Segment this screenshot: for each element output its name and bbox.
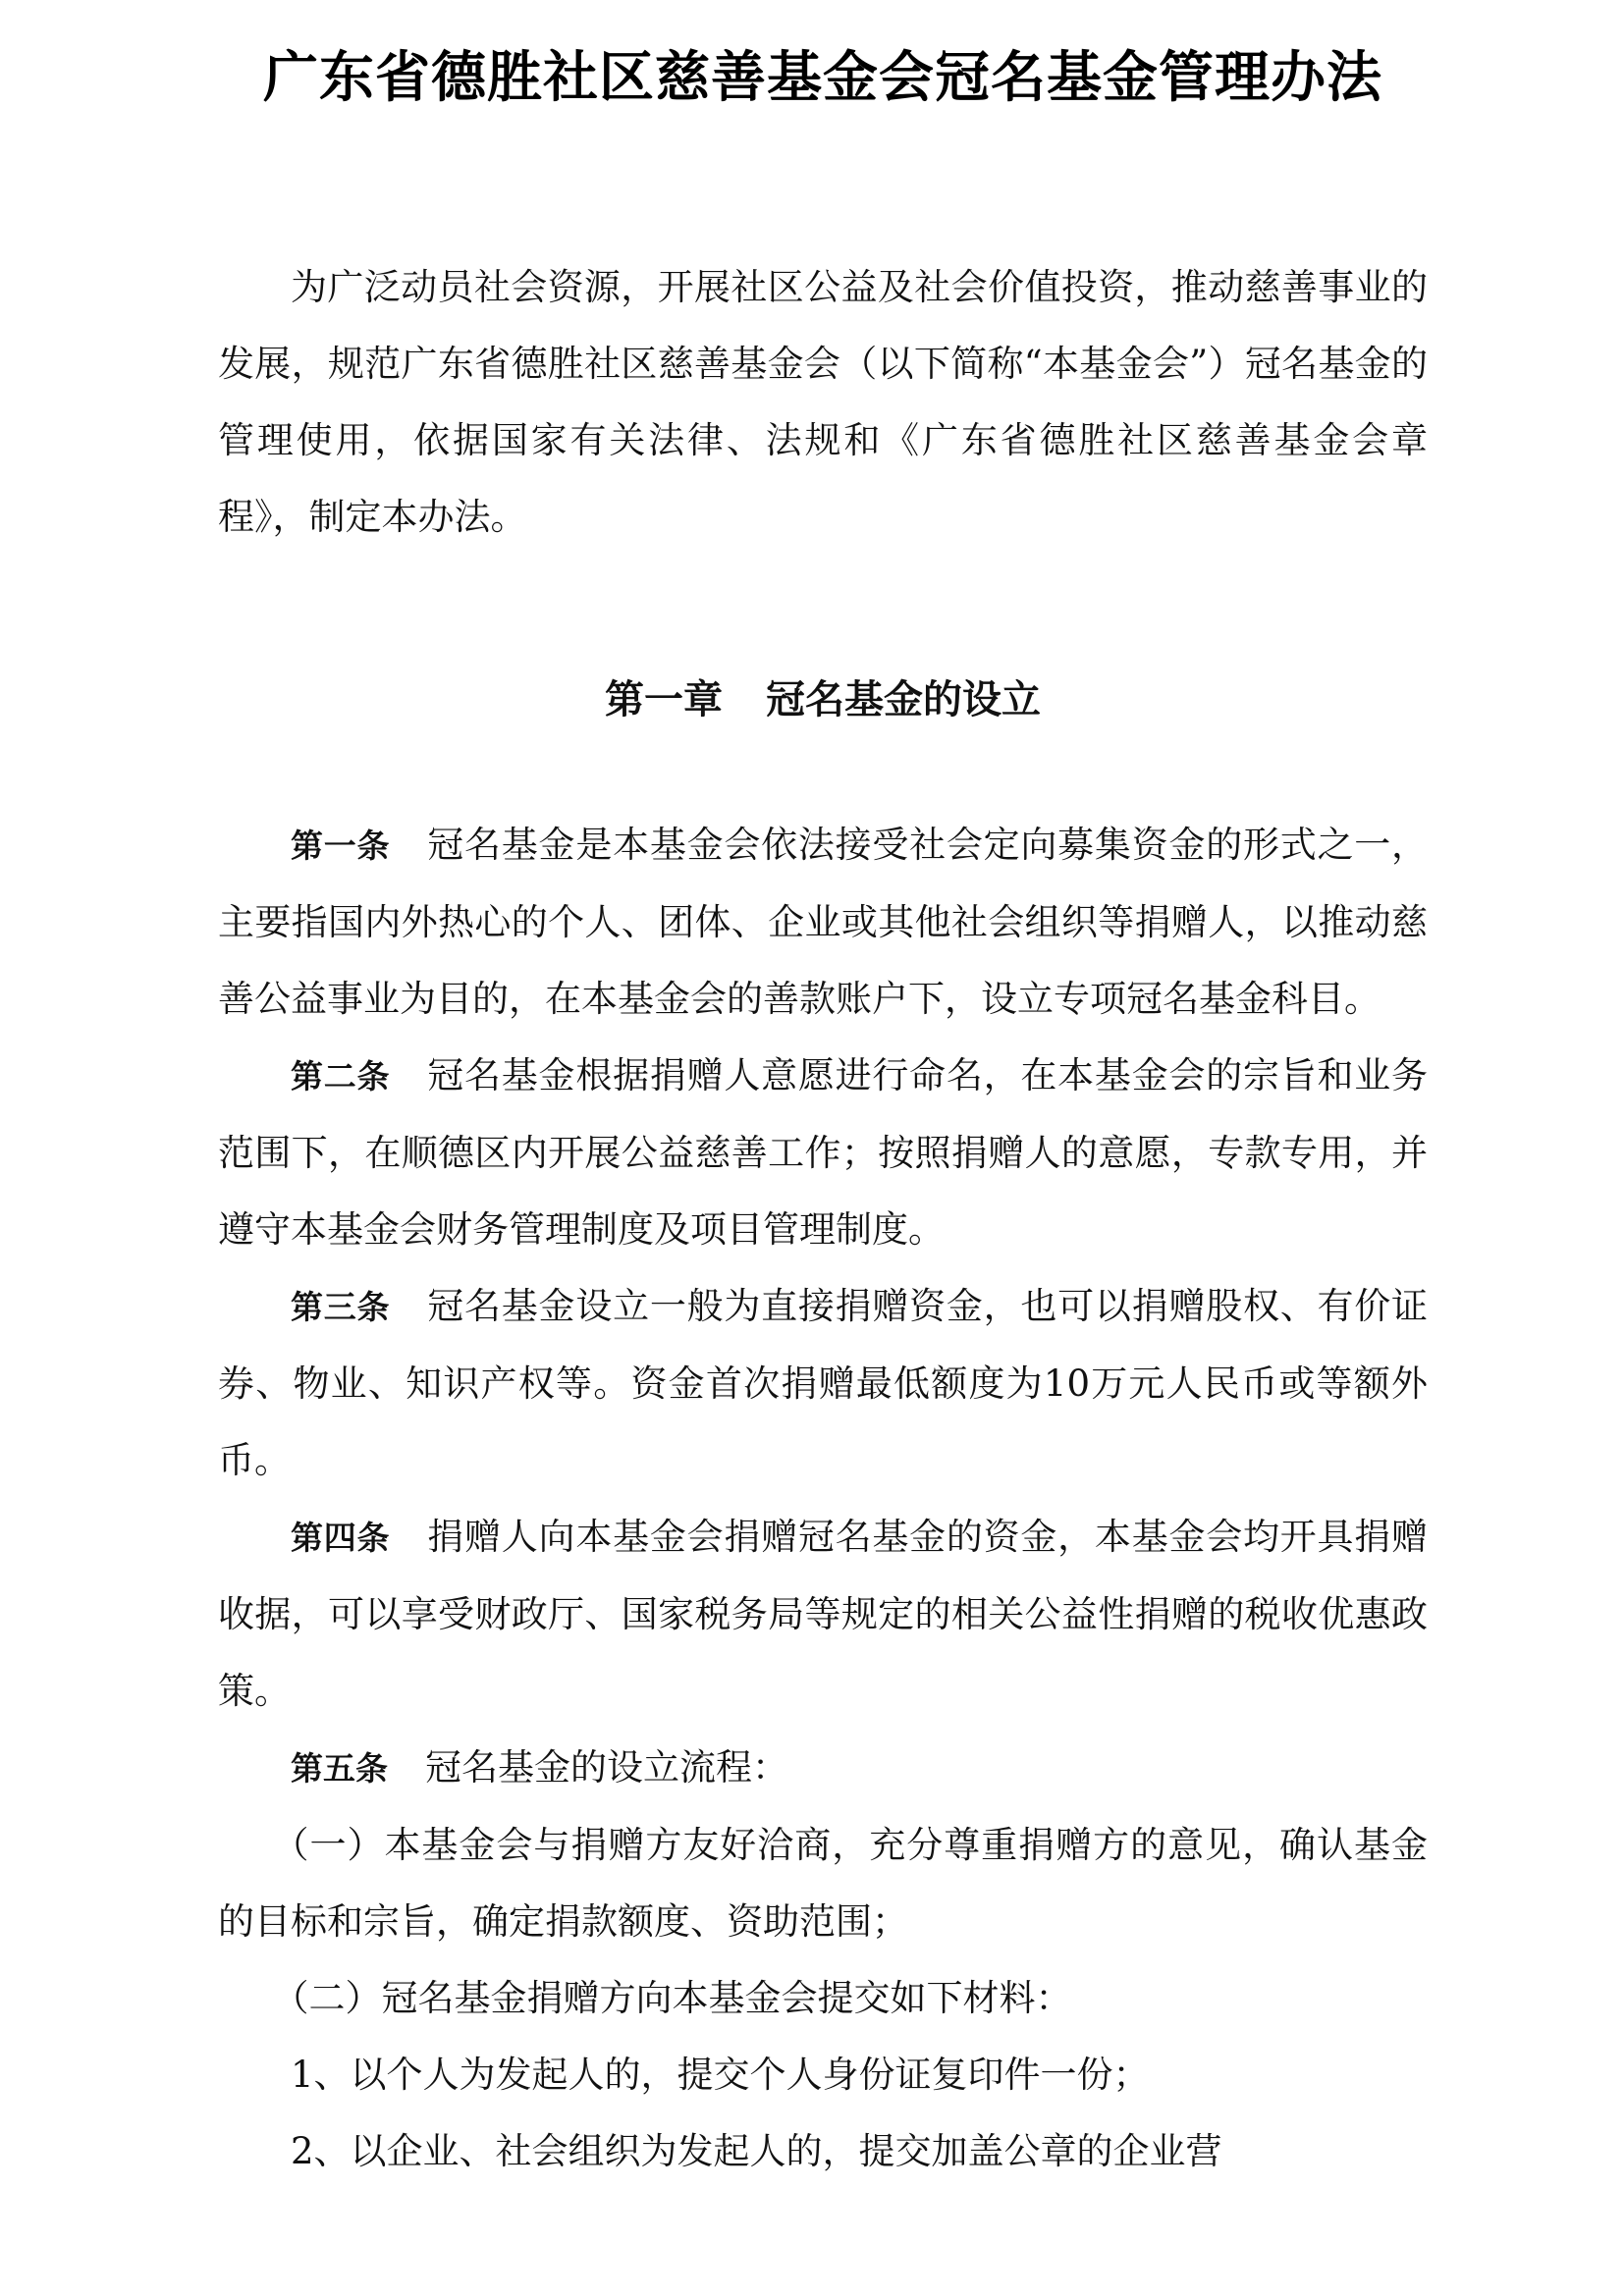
article-text: 冠名基金设立一般为直接捐赠资金，也可以捐赠股权、有价证券、物业、知识产权等。资金首次捐赠最低额度为10万元人民币或等额外币。 — [218, 1285, 1429, 1481]
article-label: 第一条 — [291, 827, 391, 865]
article-label: 第二条 — [291, 1057, 391, 1095]
article-1 — [218, 807, 1428, 1038]
article-label: 第五条 — [291, 1749, 388, 1788]
article-label: 第四条 — [291, 1519, 391, 1557]
chapter-heading — [218, 662, 1428, 738]
article-text: 冠名基金根据捐赠人意愿进行命名，在本基金会的宗旨和业务范围下，在顺德区内开展公益慈善工作；按照捐赠人的意愿，专款专用，并遵守本基金会财务管理制度及项目管理制度。 — [218, 1054, 1429, 1251]
article-2 — [218, 1038, 1428, 1268]
article-text: 冠名基金是本基金会依法接受社会定向募集资金的形式之一，主要指国内外热心的个人、团体、企业或其他社会组织等捐赠人，以推动慈善公益事业为目的，在本基金会的善款账户下，设立专项冠名基金科目。 — [218, 824, 1429, 1020]
chapter-title: 冠名基金的设立 — [766, 677, 1041, 722]
article-label: 第三条 — [291, 1288, 391, 1326]
preamble-paragraph: 为广泛动员社会资源，开展社区公益及社会价值投资，推动慈善事业的发展，规范广东省德胜社区慈善基金会（以下简称“本基金会”）冠名基金的管理使用，依据国家有关法律、法规和《广东省德胜社区慈善基金会章程》，制定本办法。 — [218, 266, 1428, 538]
process-step-1: （一）本基金会与捐赠方友好洽商，充分尊重捐赠方的意见，确认基金的目标和宗旨，确定捐款额度、资助范围； — [218, 1824, 1428, 1943]
article-4 — [218, 1499, 1428, 1730]
material-item-2: 2、以企业、社会组织为发起人的，提交加盖公章的企业营 — [291, 2130, 1222, 2172]
article-5 — [218, 1730, 1428, 1807]
document-title: 广东省德胜社区慈善基金会冠名基金管理办法 — [263, 46, 1382, 110]
process-step-2: （二）冠名基金捐赠方向本基金会提交如下材料： — [272, 1977, 1072, 2019]
article-text: 冠名基金的设立流程： — [425, 1746, 788, 1789]
material-item-1: 1、以个人为发起人的，提交个人身份证复印件一份； — [291, 2054, 1150, 2096]
article-3 — [218, 1268, 1428, 1499]
article-text: 捐赠人向本基金会捐赠冠名基金的资金，本基金会均开具捐赠收据，可以享受财政厅、国家税务局等规定的相关公益性捐赠的税收优惠政策。 — [218, 1516, 1429, 1712]
chapter-number: 第一章 — [605, 677, 723, 722]
